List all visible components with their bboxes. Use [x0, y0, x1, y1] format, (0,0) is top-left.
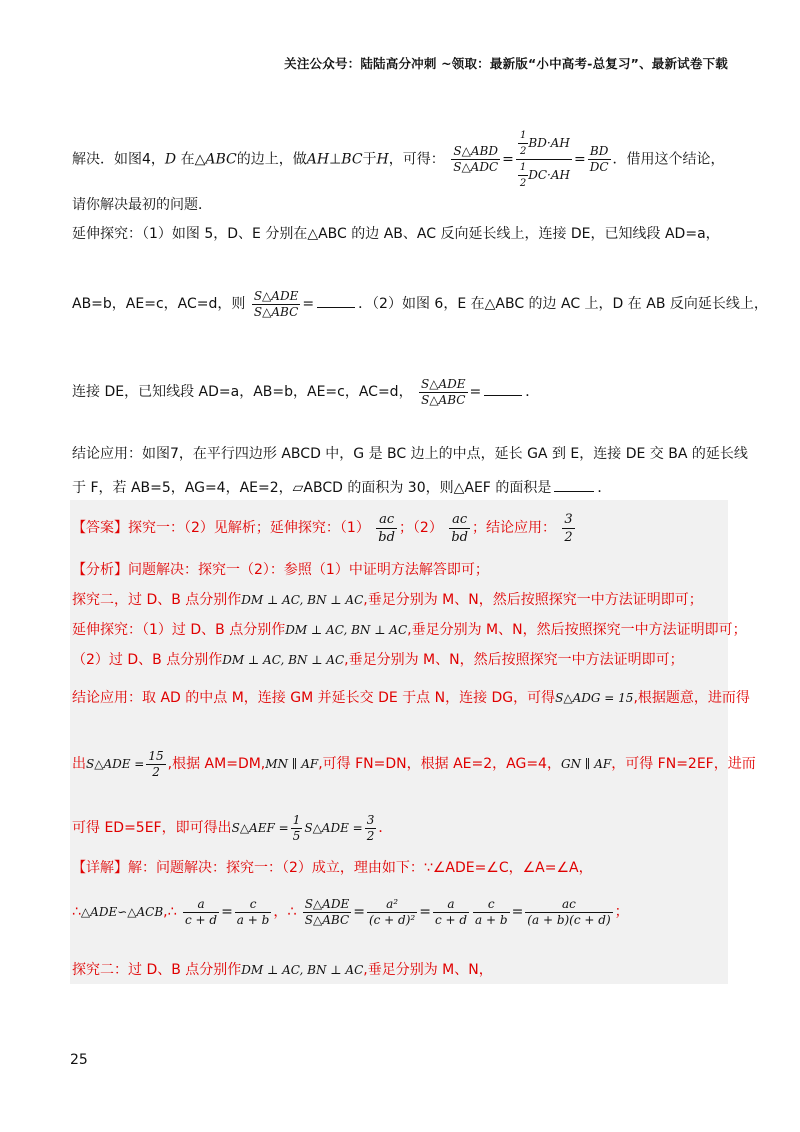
page-number: 25 — [70, 1052, 88, 1068]
detail-line-1: 【详解】解：问题解决：探究一：（2）成立，理由如下：∵∠ADE=∠C，∠A=∠A， — [72, 860, 593, 876]
detail-line-2: ∴△ADE∽△ACB,∴ $\frac{a}{c + d}$ = $\frac{c}{a + b}$ ，∴ $\frac{\text{S△ADE}}{\text{S△ABC}}$ = $\frac{\text{a²}}{\text{(c + d)²}}$ = $\frac{a}{c + d}$ $\frac{c}{a + b}$ = $\frac{ac}{(a + b)(c + d)}$ ； — [72, 896, 629, 927]
analysis-line-5: 结论应用：取 AD 的中点 M，连接 GM 并延长交 DE 于点 N，连接 DG，可得S△ADG = 15,根据题意，进而得 — [72, 690, 750, 706]
analysis-line-1: 【分析】问题解决：探究一（2）：参照（1）中证明方法解答即可； — [72, 562, 489, 578]
question-line-2: 请你解决最初的问题． — [72, 197, 212, 213]
analysis-line-3: 延伸探究：（1）过 D、B 点分别作DM ⊥ AC, BN ⊥ AC,垂足分别为 M、N，然后按照探究一中方法证明即可； — [72, 622, 747, 638]
bd-dc-fraction: $\frac{BD}{DC}$ — [589, 144, 609, 174]
answer-line: 【答案】探究一：（2）见解析；延伸探究：（1） $\frac{ac}{bd}$ ；（2） $\frac{ac}{bd}$ ；结论应用： $\frac{3}{2}$ — [72, 511, 573, 545]
question-line-6: 结论应用：如图7，在平行四边形 ABCD 中，G 是 BC 边上的中点，延长 GA 到 E，连接 DE 交 BA 的延长线 — [72, 446, 748, 462]
page-header: 关注公众号：陆陆高分冲刺 ~领取：最新版“小中高考-总复习”、最新试卷下载 — [284, 56, 728, 71]
question-line-5: 连接 DE，已知线段 AD=a，AB=b，AE=c，AC=d， $\frac{\text{S△ADE}}{\text{S△ABC}}$ = ． — [72, 376, 540, 407]
answer-fraction-2: $\frac{ac}{bd}$ — [451, 511, 468, 545]
analysis-line-6: 出S△ADE = $\frac{15}{2}$ ,根据 AM=DM,MN ∥ AF,可得 FN=DN，根据 AE=2，AG=4，GN ∥ AF，可得 FN=2EF，进而 — [72, 748, 756, 779]
question-line-7: 于 F，若 AB=5，AG=4，AE=2，▱ABCD 的面积为 30，则△AEF 的面积是 ． — [72, 480, 612, 496]
answer-fraction-1: $\frac{ac}{bd}$ — [378, 511, 395, 545]
analysis-line-2: 探究二，过 D、B 点分别作DM ⊥ AC, BN ⊥ AC,垂足分别为 M、N，然后按照探究一中方法证明即可； — [72, 592, 703, 608]
analysis-line-4: （2）过 D、B 点分别作DM ⊥ AC, BN ⊥ AC,垂足分别为 M、N，然后按照探究一中方法证明即可； — [72, 652, 684, 668]
answer-fraction-3: $\frac{3}{2}$ — [564, 511, 573, 545]
answer-blank-3[interactable] — [554, 479, 594, 492]
ade-abc-fraction-2: $\frac{\text{S△ADE}}{\text{S△ABC}}$ — [421, 376, 466, 407]
answer-blank-1[interactable] — [317, 295, 355, 308]
question-line-1: 解决．如图4，D 在△ABC的边上，做AH⊥BC于H，可得： $\frac{\text{S△ABD}}{\text{S△ADC}}$ = $\frac{1}{2}$ BD·AH $\frac{1}{2}$ DC·AH = $\frac{BD}{DC}$ ．借用这个结论， — [72, 130, 725, 189]
ade-abc-fraction: $\frac{\text{S△ADE}}{\text{S△ABC}}$ — [253, 288, 299, 319]
answer-blank-2[interactable] — [484, 383, 522, 396]
detail-line-3: 探究二：过 D、B 点分别作DM ⊥ AC, BN ⊥ AC,垂足分别为 M、N， — [72, 962, 493, 978]
question-line-4: AB=b，AE=c，AC=d，则 $\frac{\text{S△ADE}}{\text{S△ABC}}$ = ．（2）如图 6，E 在△ABC 的边 AC 上，D 在 AB 反向延长线上， — [72, 288, 768, 319]
half-product-fraction: $\frac{1}{2}$ BD·AH $\frac{1}{2}$ DC·AH — [516, 128, 572, 191]
area-ratio-fraction: $\frac{\text{S△ABD}}{\text{S△ADC}}$ — [453, 144, 499, 174]
question-line-3: 延伸探究：（1）如图 5，D、E 分别在△ABC 的边 AB、AC 反向延长线上，连接 DE，已知线段 AD=a， — [72, 226, 720, 242]
analysis-line-7: 可得 ED=5EF，即可得出S△AEF = $\frac{1}{5}$ S△ADE = $\frac{3}{2}$ ． — [72, 812, 393, 843]
